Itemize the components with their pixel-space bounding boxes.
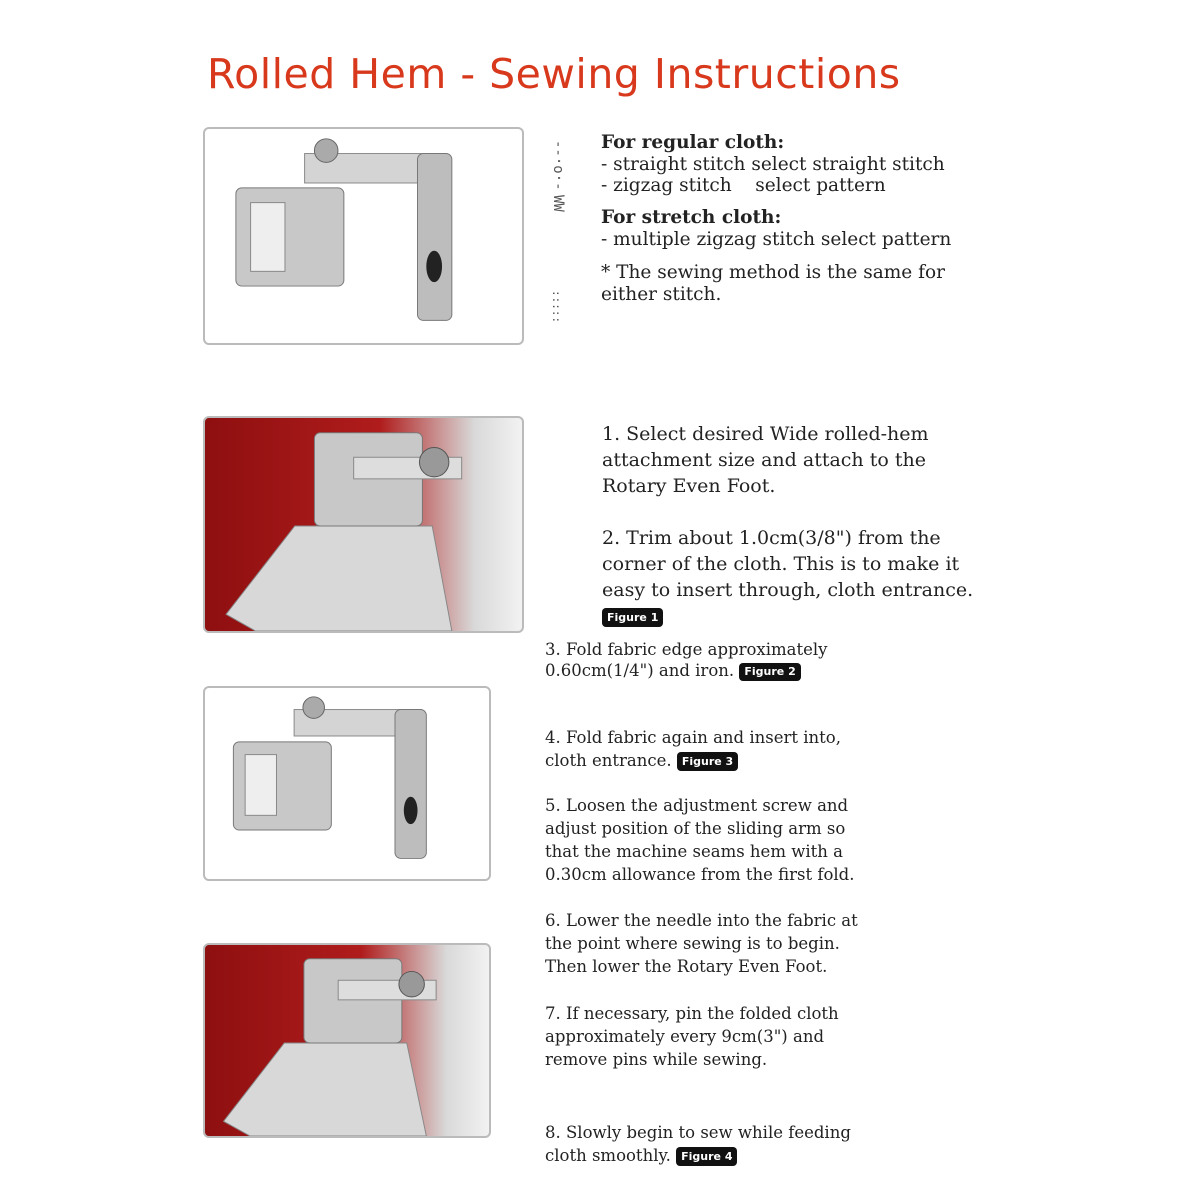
step-line: 3. Fold fabric edge approximately [545, 640, 828, 659]
step-line: adjust position of the sliding arm so [545, 819, 846, 839]
figure-4-badge: Figure 4 [676, 1147, 737, 1166]
setting-line: - straight stitch select straight stitch [601, 153, 945, 175]
step-line: approximately every 9cm(3") and [545, 1027, 825, 1047]
regular-cloth-heading: For regular cloth: [601, 132, 785, 153]
page-title: Rolled Hem - Sewing Instructions [207, 50, 901, 98]
fabric-feeding-photo-2 [203, 943, 491, 1138]
step-5 [545, 794, 854, 886]
step-line: 0.60cm(1/4") and iron. [545, 661, 735, 681]
figure-2-badge: Figure 2 [739, 663, 800, 681]
step-line: the point where sewing is to begin. [545, 934, 840, 954]
step-line: 6. Lower the needle into the fabric at [545, 911, 858, 930]
step-line: Then lower the Rotary Even Foot. [545, 957, 828, 977]
multiple-zigzag-stitch-icon: ::::: [550, 290, 563, 324]
stitch-settings [601, 132, 951, 305]
step-line: easy to insert through, cloth entrance. [602, 579, 974, 602]
step-2 [602, 525, 973, 630]
step-line: attachment size and attach to the [602, 449, 926, 472]
step-line: that the machine seams hem with a [545, 842, 843, 862]
figure-3-badge: Figure 3 [677, 752, 738, 771]
step-line: Rotary Even Foot. [602, 475, 776, 498]
step-line: 1. Select desired Wide rolled-hem [602, 423, 929, 445]
step-8 [545, 1121, 851, 1167]
step-line: 7. If necessary, pin the folded cloth [545, 1004, 839, 1023]
presser-foot-photo-1 [203, 127, 524, 345]
step-line: 2. Trim about 1.0cm(3/8") from the [602, 527, 941, 549]
step-line: corner of the cloth. This is to make it [602, 553, 960, 576]
figure-1-badge: Figure 1 [602, 608, 663, 627]
step-line: 8. Slowly begin to sew while feeding [545, 1123, 851, 1142]
note-line: either stitch. [601, 283, 722, 305]
step-7 [545, 1002, 839, 1071]
presser-foot-photo-2 [203, 686, 491, 881]
zigzag-stitch-icon: WW [550, 195, 566, 212]
step-line: cloth smoothly. [545, 1146, 671, 1166]
step-3 [545, 639, 827, 682]
note-line: * The sewing method is the same for [601, 262, 945, 284]
step-6 [545, 909, 858, 978]
step-1 [602, 421, 929, 500]
step-line: cloth entrance. [545, 751, 672, 771]
straight-stitch-icon: --·o·- [550, 140, 566, 191]
step-line: 0.30cm allowance from the first fold. [545, 865, 855, 885]
fabric-feeding-photo-1 [203, 416, 524, 633]
setting-line: - multiple zigzag stitch select pattern [601, 228, 952, 250]
step-line: 4. Fold fabric again and insert into, [545, 728, 841, 747]
setting-line: - zigzag stitch select pattern [601, 175, 886, 197]
step-line: 5. Loosen the adjustment screw and [545, 796, 849, 815]
step-4 [545, 726, 841, 772]
stretch-cloth-heading: For stretch cloth: [601, 206, 782, 228]
step-line: remove pins while sewing. [545, 1050, 768, 1070]
